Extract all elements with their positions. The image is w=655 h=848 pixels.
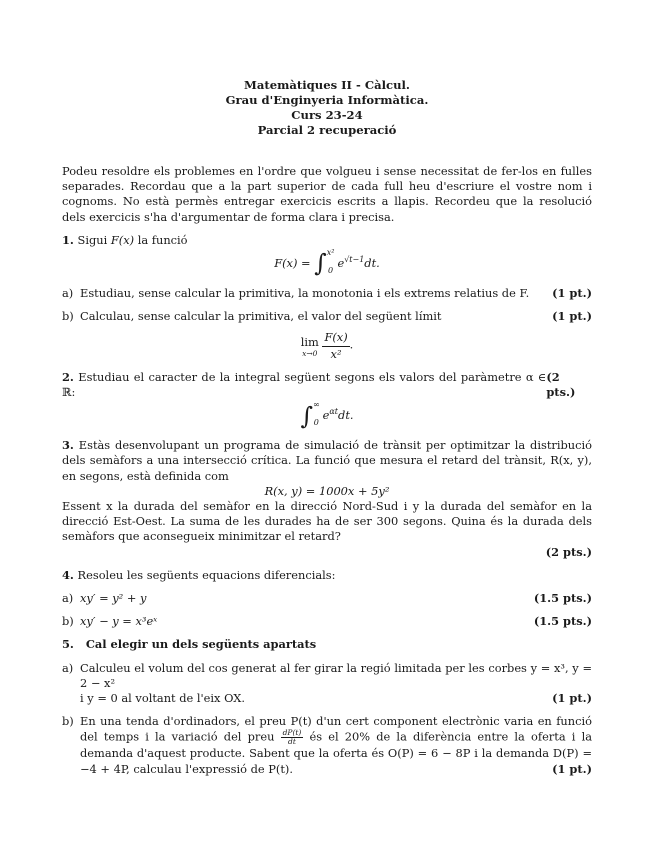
part-label: a) bbox=[62, 660, 74, 675]
part-equation: xy′ − y = x³eˣ bbox=[80, 614, 158, 629]
points: (1 pt.) bbox=[552, 761, 592, 776]
q5-part-a bbox=[62, 661, 592, 707]
upper-limit: x² bbox=[326, 248, 335, 258]
integrand: e bbox=[322, 408, 330, 423]
fraction-denominator: dt bbox=[288, 737, 296, 747]
part-label: b) bbox=[62, 714, 74, 729]
integrand-dt: dt. bbox=[338, 408, 354, 423]
points: (1 pt.) bbox=[552, 309, 592, 324]
integral-sign: ∫ bbox=[314, 249, 327, 278]
exam-page bbox=[62, 78, 592, 777]
q3-text: Estàs desenvolupant un programa de simulació de trànsit per optimitzar la distribució dels semàfors a una intersecció crítica. La funció que mesura el retard del trànsit, R(x, y), en segons, està definida com bbox=[62, 438, 592, 483]
points: (2 pts.) bbox=[545, 544, 592, 559]
academic-year: Curs 23-24 bbox=[291, 108, 363, 122]
fraction-numerator: dP(t) bbox=[282, 728, 302, 738]
lim-word: lim bbox=[300, 334, 319, 349]
part-text: Calculau, sense calcular la primitiva, el valor del següent límit bbox=[80, 309, 442, 324]
part-equation: xy′ = y² + y bbox=[80, 591, 147, 606]
limit-expression bbox=[62, 330, 592, 361]
question-number: 5. bbox=[62, 637, 74, 652]
period: . bbox=[349, 338, 354, 353]
degree-title: Grau d'Enginyeria Informàtica. bbox=[225, 93, 429, 107]
points: (1.5 pts.) bbox=[533, 614, 592, 629]
question-number: 1. bbox=[62, 232, 74, 247]
integrand-dt: dt. bbox=[364, 256, 380, 271]
instructions: Podeu resoldre els problemes en l'ordre que volgueu i sense necessitat de fer-los en fulles separades. Recordau que a la part superior de cada full heu d'escriure el vostre nom i cognoms. No està permès entregar exercicis escrits a llapis. Recordeu que la resolució dels exercicis s'ha d'argumentar de forma clara i precisa. bbox=[62, 164, 592, 224]
exam-title: Parcial 2 recuperació bbox=[257, 123, 397, 137]
part-label: a) bbox=[62, 286, 74, 301]
integral-limits bbox=[327, 248, 335, 276]
q1-function: F(x) bbox=[110, 232, 135, 247]
lim-sub: x→0 bbox=[302, 348, 318, 358]
q1-text-2: la funció bbox=[137, 232, 188, 247]
q3-equation: R(x, y) = 1000x + 5y² bbox=[264, 483, 390, 498]
part-label: b) bbox=[62, 309, 74, 324]
fraction-denominator: x² bbox=[330, 346, 342, 361]
q4-part-a bbox=[62, 591, 592, 606]
q1-part-b bbox=[62, 309, 592, 324]
upper-limit: ∞ bbox=[312, 400, 320, 410]
q1-text: Sigui bbox=[77, 232, 108, 247]
question-1 bbox=[62, 233, 592, 362]
integrand-exponent: αt bbox=[329, 407, 339, 417]
q4-part-b bbox=[62, 614, 592, 629]
question-number: 2. bbox=[62, 369, 74, 384]
lower-limit: 0 bbox=[328, 266, 334, 276]
limit-operator bbox=[301, 335, 319, 358]
question-4 bbox=[62, 568, 592, 630]
part-text: En una tenda d'ordinadors, el preu P(t) d'un cert component electrònic varia en funció del temps i la variació del preu bbox=[80, 714, 592, 744]
points: (1 pt.) bbox=[552, 286, 592, 301]
question-number: 4. bbox=[62, 567, 74, 582]
points: (2 pts.) bbox=[546, 369, 576, 400]
q1-equation bbox=[62, 250, 592, 278]
q5-part-b bbox=[62, 714, 592, 777]
course-title: Matemàtiques II - Càlcul. bbox=[244, 78, 410, 92]
question-5 bbox=[62, 637, 592, 776]
points: (1.5 pts.) bbox=[533, 591, 592, 606]
integral-limits bbox=[313, 400, 320, 428]
integral-sign: ∫ bbox=[300, 401, 313, 430]
q4-text: Resoleu les següents equacions diferencials: bbox=[77, 567, 336, 582]
part-label: a) bbox=[62, 591, 74, 606]
part-text-2: i y = 0 al voltant de l'eix OX. bbox=[80, 691, 245, 706]
exam-header bbox=[62, 78, 592, 138]
q3-text-2: Essent x la durada del semàfor en la direcció Nord-Sud i y la durada del semàfor en la direcció Est-Oest. La suma de les durades ha de ser 300 segons. Quina és la durada dels semàfors que aconsegueix minimitzar el retard? bbox=[62, 499, 592, 544]
part-label: b) bbox=[62, 614, 74, 629]
lower-limit: 0 bbox=[313, 418, 319, 428]
part-text: Calculeu el volum del cos generat al fer girar la regió limitada per les corbes y = x³, y = 2 − x² bbox=[80, 660, 592, 690]
question-number: 3. bbox=[62, 438, 74, 453]
q2-text: Estudiau el caracter de la integral següent segons els valors del paràmetre α ∈ ℝ: bbox=[62, 369, 547, 400]
fraction-numerator: F(x) bbox=[322, 330, 349, 346]
part-text: Estudiau, sense calcular la primitiva, la monotonia i els extrems relatius de F. bbox=[80, 286, 530, 301]
points: (1 pt.) bbox=[552, 691, 592, 706]
q1-part-a bbox=[62, 286, 592, 301]
question-2 bbox=[62, 370, 592, 430]
part-text-2: és el 20% de la diferència entre la oferta i la demanda d'aquest producte. Sabent que la oferta és O(P) = 6 − 8P i la demanda D(P) = −4 + 4P, calculau l'expressió de P(t). bbox=[80, 729, 593, 776]
integrand: e bbox=[337, 256, 345, 271]
eq-lhs: F(x) = bbox=[274, 256, 311, 271]
question-3 bbox=[62, 438, 592, 560]
integrand-exponent: √t−1 bbox=[344, 255, 365, 265]
limit-fraction bbox=[322, 330, 349, 361]
derivative-fraction bbox=[281, 729, 304, 746]
q2-equation bbox=[62, 402, 592, 430]
q5-title: Cal elegir un dels següents apartats bbox=[85, 637, 317, 652]
